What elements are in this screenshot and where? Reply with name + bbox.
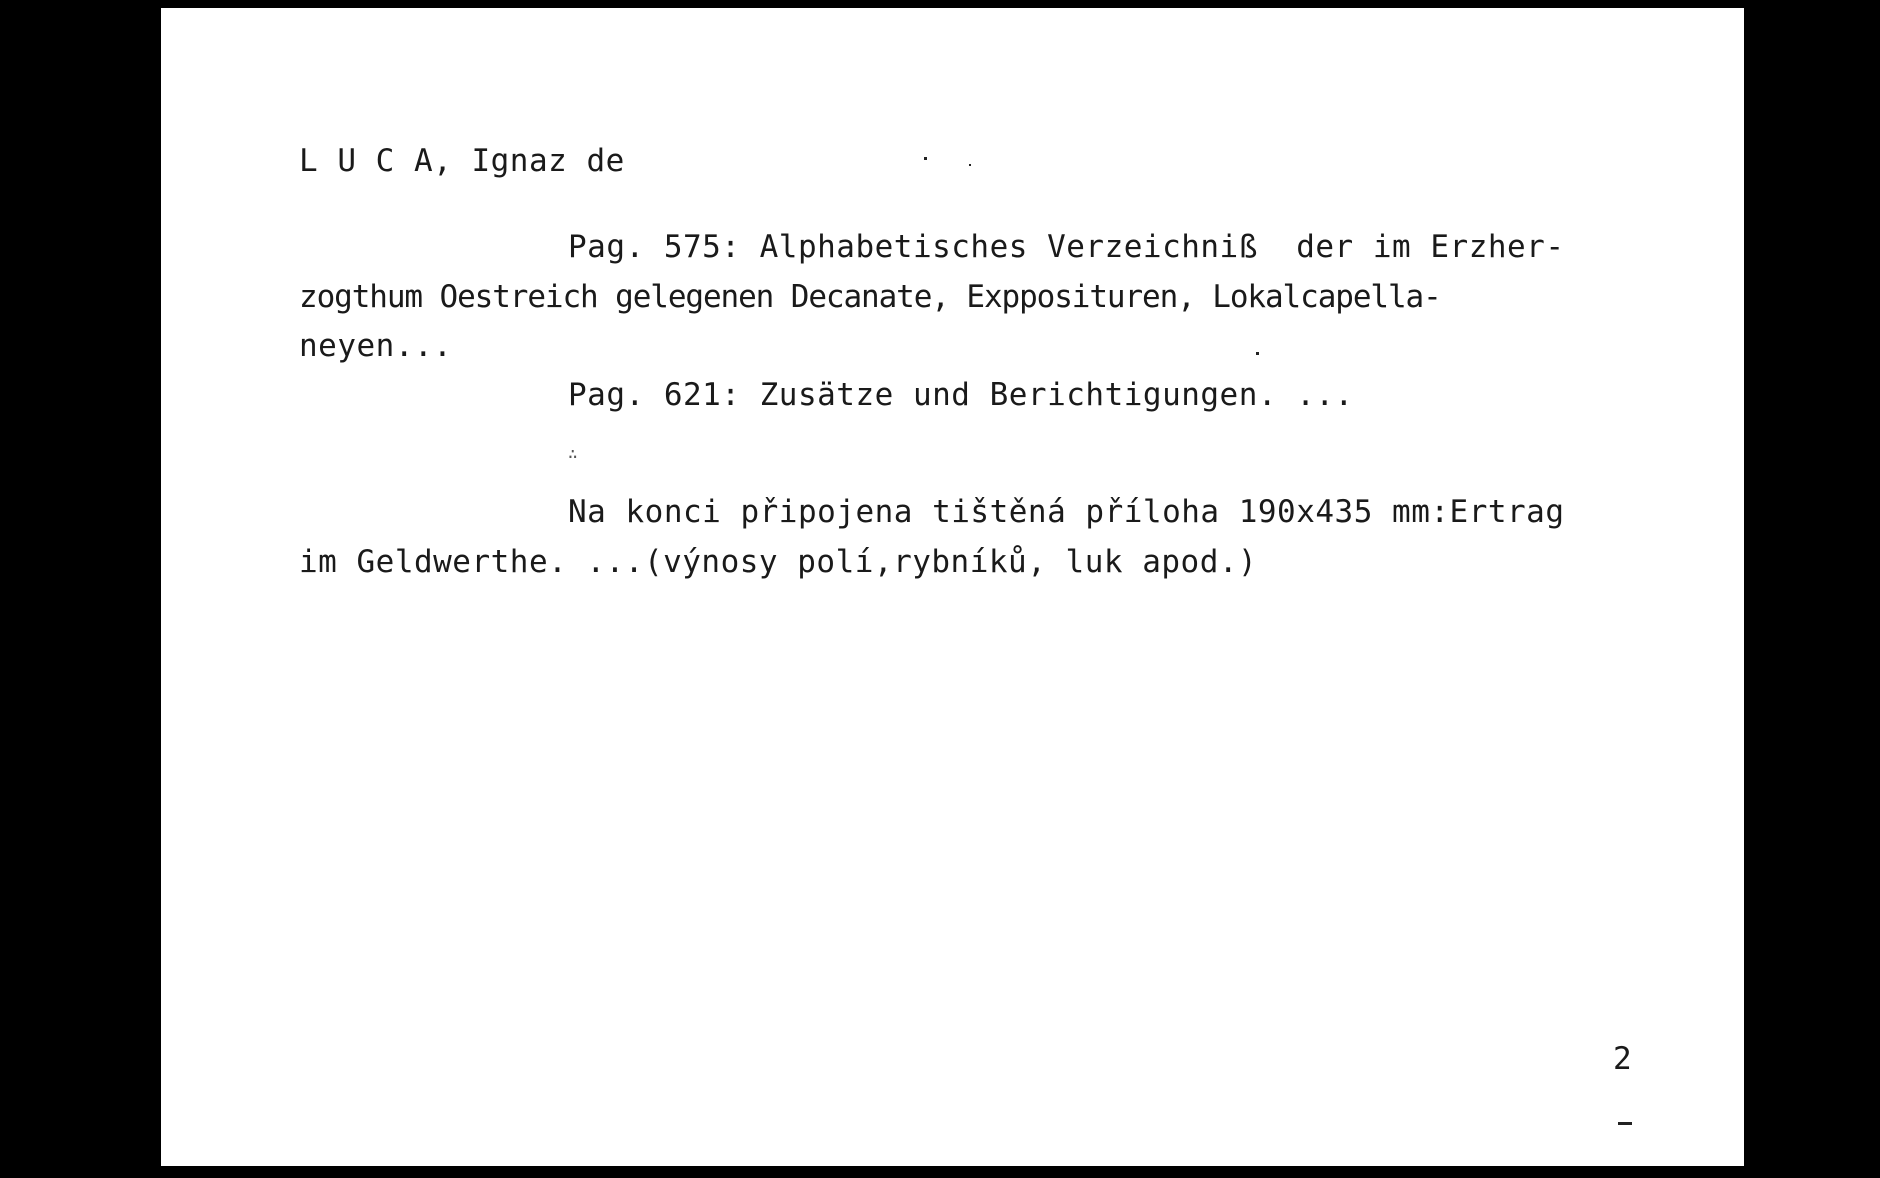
catalog-card: [161, 8, 1744, 1166]
author-heading: L U C A, Ignaz de: [299, 143, 625, 179]
note-line-2: im Geldwerthe. ...(výnosy polí,rybníků, luk apod.): [299, 544, 1258, 580]
entry-575-line-3: neyen...: [299, 328, 453, 364]
page-number: 2: [1613, 1041, 1633, 1077]
separator-mark: ∴: [568, 444, 579, 463]
dust-speck: [1618, 1122, 1632, 1125]
dust-speck: [969, 164, 971, 166]
entry-575-line-1: Pag. 575: Alphabetisches Verzeichniß der im Erzher-: [568, 229, 1565, 265]
dust-speck: [924, 157, 927, 160]
dust-speck: [1256, 352, 1259, 355]
note-line-1: Na konci připojena tištěná příloha 190x435 mm:Ertrag: [568, 494, 1565, 530]
entry-575-line-2: zogthum Oestreich gelegenen Decanate, Expposituren, Lokalcapella-: [299, 279, 1441, 315]
entry-621: Pag. 621: Zusätze und Berichtigungen. ...: [568, 377, 1354, 413]
